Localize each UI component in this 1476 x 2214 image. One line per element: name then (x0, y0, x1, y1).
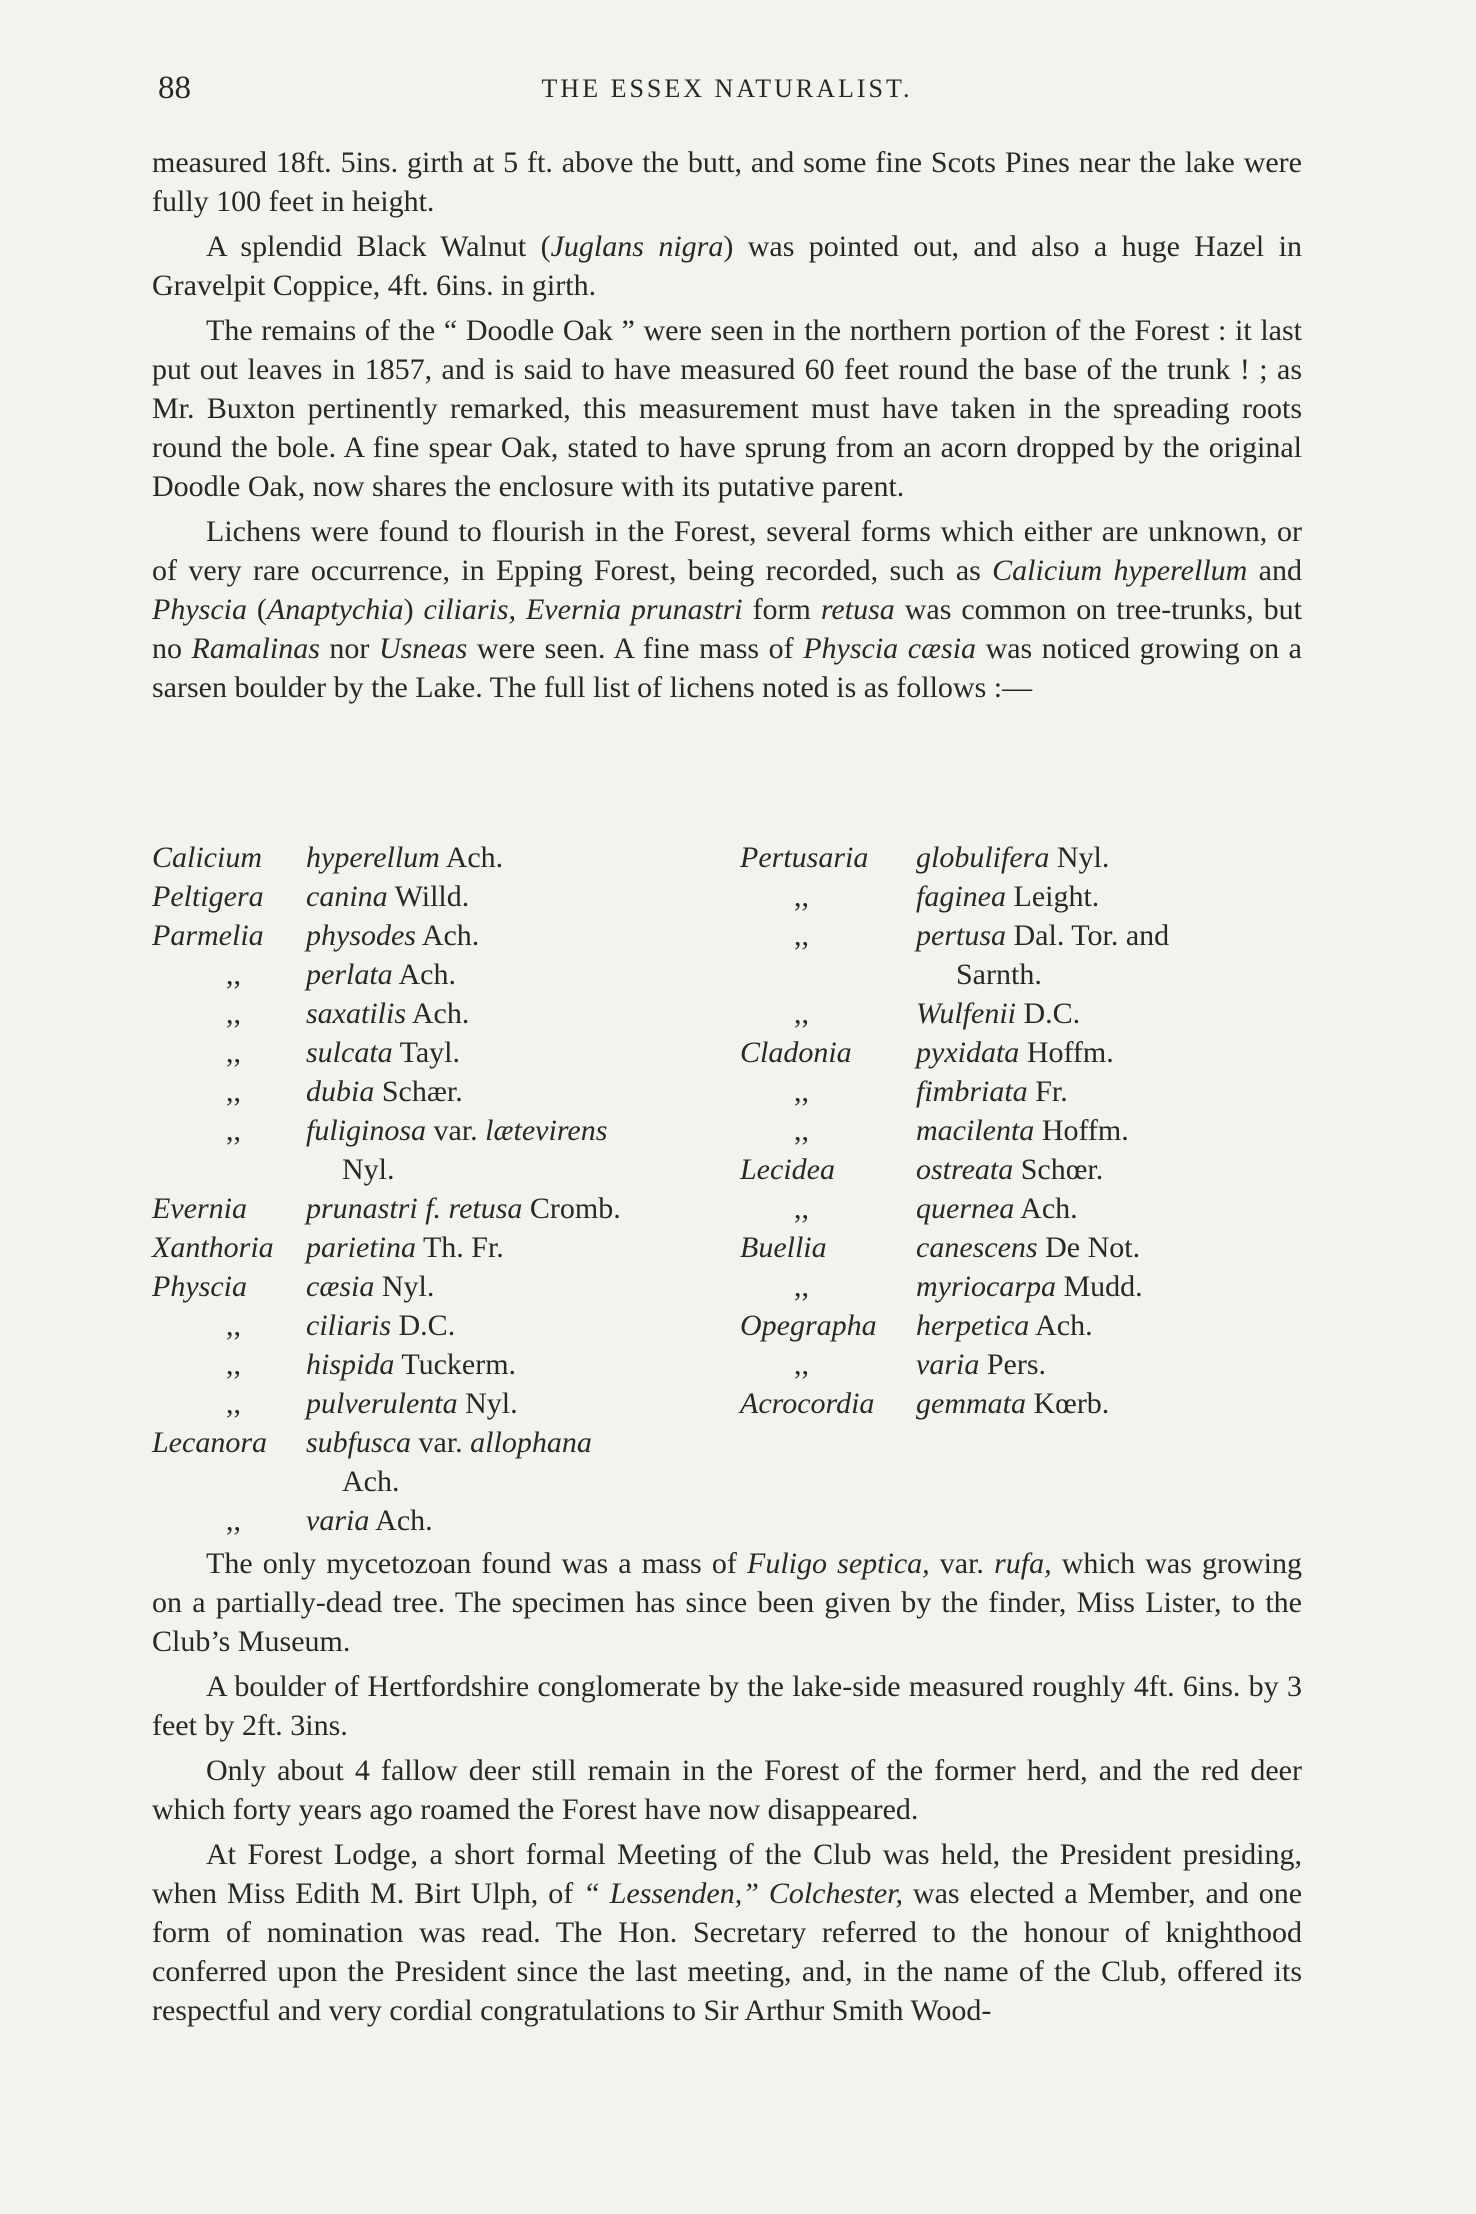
lichen-authority-continued: Ach. (342, 1465, 400, 1498)
lichen-species (916, 1384, 1109, 1423)
lichen-epithet: ciliaris (306, 1309, 392, 1342)
lichen-epithet: Wulfenii (916, 997, 1016, 1030)
lichen-epithet: physodes (306, 919, 416, 952)
lichen-entry (152, 1111, 712, 1150)
page-header (152, 70, 1302, 110)
lichen-genus: Parmelia (152, 919, 264, 952)
lichen-authority: Tuckerm. (394, 1348, 517, 1381)
lichen-entry (740, 955, 1300, 994)
lichen-entry (152, 1189, 712, 1228)
lichen-entry (152, 1150, 712, 1189)
lichen-epithet: dubia (306, 1075, 375, 1108)
lichen-genus: Opegrapha (740, 1309, 877, 1342)
lichen-species (306, 1384, 518, 1423)
lichen-species (916, 1345, 1046, 1384)
lichen-authority: De Not. (1037, 1231, 1141, 1264)
lichen-authority: Kœrb. (1025, 1387, 1110, 1420)
lichen-species (306, 1501, 433, 1540)
paragraph-text: ( (246, 593, 267, 626)
paragraph-text: var. (929, 1547, 995, 1580)
lichen-species (306, 1306, 455, 1345)
ditto-mark: ,, (794, 1348, 809, 1381)
lichen-species (306, 1267, 434, 1306)
body-text-top (152, 143, 1302, 707)
lichen-epithet: herpetica (916, 1309, 1030, 1342)
lichen-entry (152, 1267, 712, 1306)
lichen-genus: Physcia (152, 1270, 247, 1303)
ditto-mark: ,, (226, 1504, 241, 1537)
paragraph-text: The only mycetozoan found was a mass of (206, 1547, 748, 1580)
lichen-authority: Nyl. (374, 1270, 435, 1303)
lichen-species (306, 1345, 516, 1384)
lichen-epithet: sulcata (306, 1036, 393, 1069)
ditto-mark: ,, (794, 1192, 809, 1225)
paragraph-text: nor (319, 632, 379, 665)
lichen-species (916, 1111, 1129, 1150)
lichen-authority: var. (411, 1426, 471, 1459)
lichen-epithet: hispida (306, 1348, 395, 1381)
lichen-authority: var. (426, 1114, 486, 1147)
lichen-authority: Ach. (392, 958, 456, 991)
ditto-mark: ,, (794, 1270, 809, 1303)
lichen-authority: Nyl. (457, 1387, 518, 1420)
paragraph (152, 1667, 1302, 1745)
latin-name: retusa (820, 593, 895, 626)
lichen-list (152, 838, 1302, 1540)
lichen-authority: Schær. (374, 1075, 463, 1108)
latin-name: Usneas (378, 632, 468, 665)
lichen-genus: Calicium (152, 841, 262, 874)
lichen-species (306, 1228, 504, 1267)
lichen-epithet: pertusa (916, 919, 1006, 952)
paragraph-text: which was growing on a partially-dead tree. The specimen has since been given by the finder, Miss Lister, to the Club’s Museum. (152, 1547, 1303, 1658)
ditto-mark: ,, (794, 880, 809, 913)
lichen-epithet: pulverulenta (306, 1387, 458, 1420)
paragraph-text: measured 18ft. 5ins. girth at 5 ft. above the butt, and some fine Scots Pines near the lake were fully 100 feet in height. (152, 146, 1302, 218)
lichen-epithet: varia (916, 1348, 980, 1381)
lichen-species (306, 955, 456, 994)
lichen-entry (740, 1072, 1300, 1111)
lichen-authority: Hoffm. (1019, 1036, 1114, 1069)
lichen-epithet: ostreata (916, 1153, 1014, 1186)
lichen-entry (740, 1033, 1300, 1072)
paragraph-text: Lichens were found to flourish in the Forest, several forms which either are unknown, or of very rare occurrence, in Epping Forest, being recorded, such as (152, 515, 1302, 587)
lichen-genus: Evernia (152, 1192, 247, 1225)
lichen-epithet: perlata (306, 958, 393, 991)
lichen-entry (740, 1384, 1300, 1423)
paragraph (152, 1751, 1302, 1829)
paragraph-text: A splendid Black Walnut ( (206, 230, 551, 263)
lichen-list-right-column (740, 838, 1300, 1423)
paragraph (152, 1835, 1302, 2030)
lichen-entry (152, 1423, 712, 1462)
lichen-species (916, 916, 1169, 955)
paragraph-text: Only about 4 fallow deer still remain in the Forest of the former herd, and the red deer which forty years ago roamed the Forest have now disappeared. (152, 1754, 1302, 1826)
lichen-authority: Ach. (1029, 1309, 1093, 1342)
lichen-epithet: gemmata (916, 1387, 1026, 1420)
lichen-authority: Cromb. (522, 1192, 621, 1225)
lichen-entry (152, 1228, 712, 1267)
lichen-authority: Th. Fr. (416, 1231, 504, 1264)
lichen-species (306, 1111, 607, 1150)
lichen-authority: Dal. Tor. and (1006, 919, 1170, 952)
lichen-authority: Ach. (369, 1504, 433, 1537)
lichen-species (916, 1033, 1114, 1072)
lichen-species (916, 1267, 1143, 1306)
latin-name: Calicium hyperellum (992, 554, 1248, 587)
ditto-mark: ,, (226, 1114, 241, 1147)
lichen-entry (152, 955, 712, 994)
lichen-species (916, 1306, 1093, 1345)
ditto-mark: ,, (794, 997, 809, 1030)
lichen-species (916, 838, 1109, 877)
ditto-mark: ,, (794, 1075, 809, 1108)
paragraph-text: A boulder of Hertfordshire conglomerate by the lake-side measured roughly 4ft. 6ins. by 3 feet by 2ft. 3ins. (152, 1670, 1302, 1742)
lichen-species (306, 1189, 621, 1228)
paragraph-text: were seen. A fine mass of (467, 632, 804, 665)
paragraph (152, 143, 1302, 221)
lichen-entry (740, 1345, 1300, 1384)
place-name: “ Lessenden,” Colchester, (583, 1877, 903, 1910)
lichen-authority: Ach. (406, 997, 470, 1030)
latin-name: Fuligo septica, (747, 1547, 930, 1580)
ditto-mark: ,, (226, 1387, 241, 1420)
lichen-authority: D.C. (1016, 997, 1081, 1030)
latin-name: Juglans nigra (550, 230, 724, 263)
paragraph-text: ) (403, 593, 424, 626)
running-title: THE ESSEX NATURALIST. (541, 74, 913, 103)
lichen-entry (740, 838, 1300, 877)
paragraph-text: At Forest Lodge, a short formal Meeting of the Club was held, the President presiding, when Miss Edith M. Birt Ulph, of (152, 1838, 1302, 1910)
ditto-mark: ,, (226, 1075, 241, 1108)
paragraph-text: The remains of the “ Doodle Oak ” were seen in the northern portion of the Forest : it last put out leaves in 1857, and is said to have measured 60 feet round the base of the trunk ! ; as Mr. Buxton pertinently remarked, this measurement must have taken in the spreading roots round the bole. A fine spear Oak, stated to have sprung from an acorn dropped by the original Doodle Oak, now shares the enclosure with its putative parent. (152, 314, 1302, 503)
ditto-mark: ,, (794, 919, 809, 952)
lichen-authority: Tayl. (392, 1036, 461, 1069)
ditto-mark: ,, (226, 1036, 241, 1069)
ditto-mark: ,, (226, 958, 241, 991)
lichen-epithet: macilenta (916, 1114, 1035, 1147)
lichen-epithet: quernea (916, 1192, 1015, 1225)
lichen-epithet: saxatilis (306, 997, 407, 1030)
lichen-entry (152, 1345, 712, 1384)
lichen-entry (740, 916, 1300, 955)
lichen-authority: Schœr. (1013, 1153, 1104, 1186)
paragraph-text: ) was pointed out, and also a huge Hazel in Gravelpit Coppice, 4ft. 6ins. in girth. (152, 230, 1302, 302)
lichen-entry (740, 994, 1300, 1033)
lichen-genus: Buellia (740, 1231, 827, 1264)
lichen-species (306, 838, 503, 877)
lichen-species (916, 994, 1080, 1033)
paragraph (152, 512, 1302, 707)
latin-name: Ramalinas (191, 632, 320, 665)
lichen-authority: D.C. (391, 1309, 456, 1342)
lichen-epithet: hyperellum (306, 841, 440, 874)
lichen-entry (152, 1033, 712, 1072)
lichen-entry (152, 1306, 712, 1345)
lichen-entry (152, 838, 712, 877)
lichen-authority: Nyl. (1049, 841, 1110, 874)
lichen-genus: Lecidea (740, 1153, 835, 1186)
ditto-mark: ,, (226, 997, 241, 1030)
lichen-species (916, 877, 1099, 916)
lichen-entry (740, 1228, 1300, 1267)
lichen-epithet: subfusca (306, 1426, 411, 1459)
paragraph-text: was common on tree-trunks, but no (152, 593, 1302, 665)
lichen-epithet: fuliginosa (306, 1114, 427, 1147)
lichen-epithet: cæsia (306, 1270, 375, 1303)
lichen-species (916, 1228, 1140, 1267)
latin-name: rufa, (994, 1547, 1052, 1580)
lichen-genus: Peltigera (152, 880, 264, 913)
lichen-epithet: pyxidata (916, 1036, 1020, 1069)
lichen-authority: Leight. (1006, 880, 1100, 913)
paragraph (152, 1544, 1302, 1661)
lichen-authority: Ach. (439, 841, 504, 874)
lichen-variety: lætevirens (485, 1114, 608, 1147)
lichen-species (306, 1033, 460, 1072)
paragraph (152, 311, 1302, 506)
lichen-species (306, 916, 479, 955)
latin-name: Physcia (152, 593, 247, 626)
lichen-authority: Mudd. (1055, 1270, 1143, 1303)
lichen-genus: Xanthoria (152, 1231, 274, 1264)
lichen-epithet: canescens (916, 1231, 1038, 1264)
lichen-epithet: globulifera (916, 841, 1050, 874)
lichen-authority: Willd. (387, 880, 470, 913)
lichen-entry (152, 916, 712, 955)
latin-name: Physcia cæsia (803, 632, 977, 665)
lichen-genus: Pertusaria (740, 841, 869, 874)
lichen-species (306, 1072, 463, 1111)
lichen-epithet: prunastri f. retusa (306, 1192, 523, 1225)
lichen-authority: Hoffm. (1034, 1114, 1129, 1147)
lichen-entry (152, 994, 712, 1033)
lichen-genus: Lecanora (152, 1426, 267, 1459)
lichen-entry (740, 1189, 1300, 1228)
lichen-epithet: varia (306, 1504, 370, 1537)
lichen-authority: Ach. (1014, 1192, 1078, 1225)
lichen-entry (152, 1072, 712, 1111)
lichen-authority-continued: Nyl. (342, 1153, 395, 1186)
lichen-authority: Ach. (415, 919, 480, 952)
lichen-epithet: parietina (306, 1231, 416, 1264)
paragraph (152, 227, 1302, 305)
lichen-species (916, 1072, 1068, 1111)
ditto-mark: ,, (794, 1114, 809, 1147)
lichen-list-left-column (152, 838, 712, 1540)
lichen-epithet: fimbriata (916, 1075, 1028, 1108)
lichen-authority: Fr. (1027, 1075, 1068, 1108)
lichen-genus: Cladonia (740, 1036, 852, 1069)
page-number: 88 (158, 70, 191, 106)
lichen-species (306, 994, 469, 1033)
lichen-entry (740, 1306, 1300, 1345)
lichen-species (916, 1150, 1103, 1189)
paragraph-text: form (742, 593, 821, 626)
lichen-epithet: myriocarpa (916, 1270, 1056, 1303)
lichen-authority-continued: Sarnth. (956, 958, 1042, 991)
lichen-variety: allophana (470, 1426, 592, 1459)
lichen-entry (740, 1267, 1300, 1306)
lichen-species (306, 1423, 592, 1462)
paragraph-text: was noticed growing on a sarsen boulder by the Lake. The full list of lichens noted is as follows :— (152, 632, 1302, 704)
lichen-entry (740, 1111, 1300, 1150)
lichen-entry (152, 1384, 712, 1423)
lichen-entry (740, 877, 1300, 916)
lichen-species (306, 877, 469, 916)
lichen-epithet: canina (306, 880, 388, 913)
body-text-bottom (152, 1544, 1302, 2030)
lichen-epithet: faginea (916, 880, 1006, 913)
lichen-entry (740, 1150, 1300, 1189)
lichen-entry (152, 877, 712, 916)
ditto-mark: ,, (226, 1348, 241, 1381)
lichen-authority: Pers. (979, 1348, 1046, 1381)
latin-name: Anaptychia (266, 593, 404, 626)
paragraph-text: was elected a Member, and one form of nomination was read. The Hon. Secretary referred to the honour of knighthood conferred upon the President since the last meeting, and, in the name of the Club, offered its respectful and very cordial congratulations to Sir Arthur Smith Wood- (152, 1877, 1303, 2027)
ditto-mark: ,, (226, 1309, 241, 1342)
latin-name: ciliaris, Evernia prunastri (423, 593, 743, 626)
lichen-genus: Acrocordia (740, 1387, 875, 1420)
lichen-species (916, 1189, 1078, 1228)
lichen-entry (152, 1501, 712, 1540)
lichen-entry (152, 1462, 712, 1501)
paragraph-text: and (1247, 554, 1302, 587)
